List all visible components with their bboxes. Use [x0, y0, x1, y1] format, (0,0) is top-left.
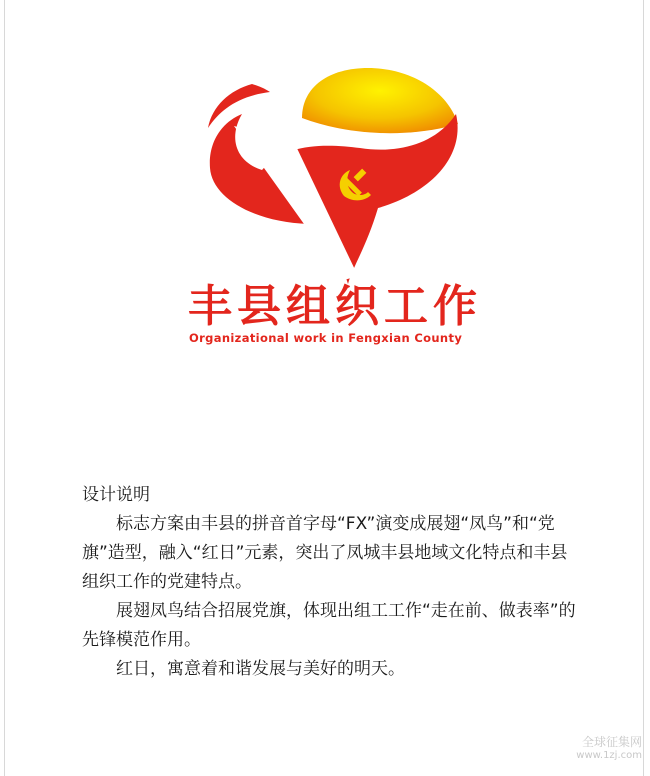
logo-title: 丰县组织工作	[188, 281, 482, 332]
logo-emblem	[190, 62, 470, 287]
red-sun-shape	[302, 68, 458, 133]
logo-subtitle: Organizational work in Fengxian County	[189, 331, 463, 345]
design-description	[82, 481, 582, 684]
watermark	[576, 736, 642, 762]
watermark-name: 全球征集网	[581, 735, 642, 749]
description-paragraph: 标志方案由丰县的拼音首字母“FX”演变成展翅“凤鸟”和“党旗”造型，融入“红日”元素，突出了凤城丰县地域文化特点和丰县组织工作的党建特点。	[82, 514, 568, 592]
description-paragraph: 红日，寓意着和谐发展与美好的明天。	[116, 659, 405, 679]
description-paragraph: 展翅凤鸟结合招展党旗，体现出组工工作“走在前、做表率”的先锋模范作用。	[82, 601, 576, 650]
swoosh-shape	[208, 84, 270, 128]
watermark-url: www.1zj.com	[576, 750, 642, 761]
description-heading: 设计说明	[82, 485, 150, 505]
